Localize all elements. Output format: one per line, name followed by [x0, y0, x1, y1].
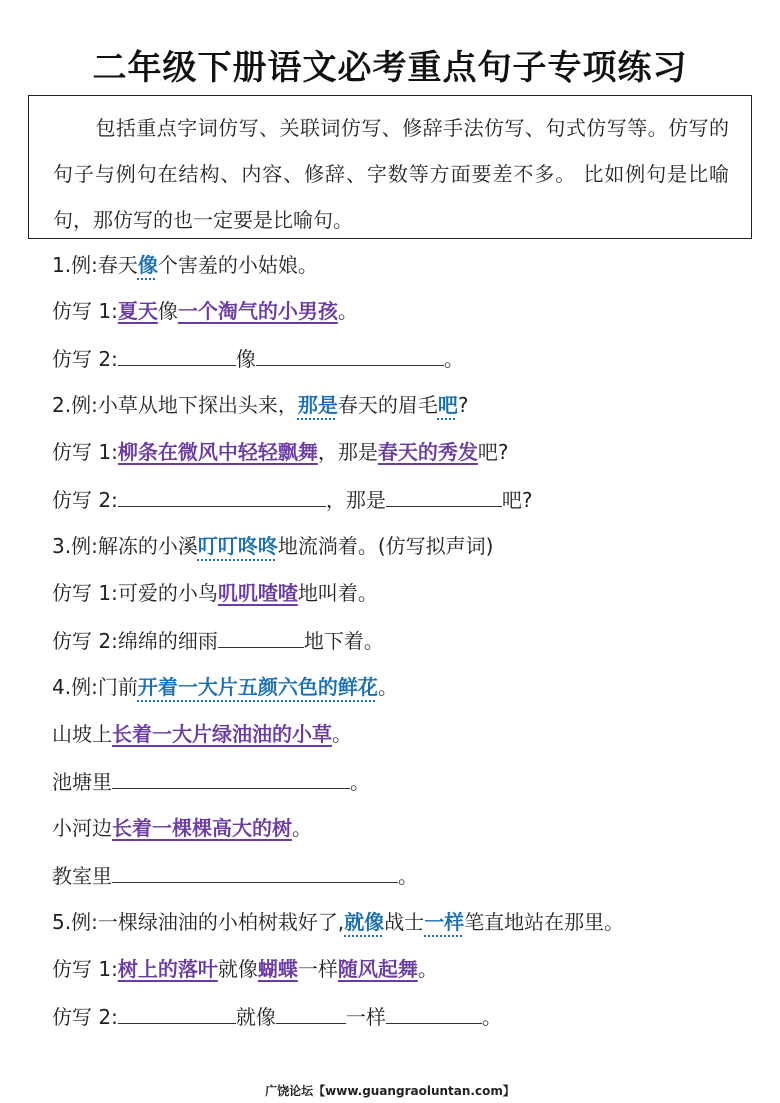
text: ，那是	[317, 440, 378, 464]
answer-blank[interactable]	[118, 1001, 236, 1024]
label: 仿写 2:	[52, 629, 118, 653]
answer-blank[interactable]	[218, 625, 304, 648]
text: 就像	[235, 1005, 276, 1029]
text: 小河边	[52, 816, 112, 840]
text: 就像	[217, 957, 258, 981]
text: 像	[157, 299, 178, 323]
answer: 夏天	[117, 299, 158, 323]
answer-blank[interactable]	[118, 343, 236, 366]
text: 3.例:解冻的小溪	[52, 534, 198, 558]
answer: 蝴蝶	[257, 957, 298, 981]
text: 4.例:门前	[52, 675, 138, 699]
label: 仿写 1:	[52, 440, 118, 464]
page-title: 二年级下册语文必考重点句子专项练习	[92, 48, 688, 88]
answer: 柳条在微风中轻轻飘舞	[117, 440, 318, 464]
footer-source: 广饶论坛【www.guangraoluntan.com】	[265, 1084, 515, 1098]
q1-example	[52, 250, 318, 280]
text: 笔直地站在那里。	[464, 910, 625, 934]
text: 一样	[345, 1005, 386, 1029]
answer: 随风起舞	[337, 957, 418, 981]
text: 池塘里	[52, 770, 112, 794]
text: 一样	[297, 957, 338, 981]
q4-line-4	[52, 860, 418, 891]
answer: 春天的秀发	[377, 440, 478, 464]
answer-blank[interactable]	[386, 484, 502, 507]
q2-imitation-1	[52, 437, 508, 467]
text: 1.例:春天	[52, 253, 138, 277]
text: 个害羞的小姑娘。	[157, 253, 318, 277]
text: ?	[457, 393, 469, 417]
q2-example	[52, 390, 468, 420]
text: 吧?	[477, 440, 509, 464]
label: 仿写 2:	[52, 347, 118, 371]
text: 。	[350, 770, 370, 794]
label: 仿写 1:	[52, 957, 118, 981]
text: 。	[398, 864, 418, 888]
q2-imitation-2	[52, 484, 532, 515]
text: 山坡上	[52, 722, 112, 746]
label: 仿写 2:	[52, 488, 118, 512]
intro-text: 包括重点字词仿写、关联词仿写、修辞手法仿写、句式仿写等。仿写的句子与例句在结构、内容、修辞、字数等方面要差不多。 比如例句是比喻句，那仿写的也一定要是比喻句。	[53, 116, 729, 232]
text: 春天的眉毛	[337, 393, 438, 417]
text: 地流淌着。(仿写拟声词)	[277, 534, 494, 558]
key-word: 开着一大片五颜六色的鲜花	[137, 675, 378, 699]
q4-example	[52, 672, 398, 702]
q5-imitation-2	[52, 1001, 502, 1032]
key-word: 像	[137, 253, 158, 277]
text: 像	[235, 347, 256, 371]
text: 。	[337, 299, 358, 323]
text: 地下着。	[303, 629, 384, 653]
text: 。	[377, 675, 398, 699]
text: 教室里	[52, 864, 112, 888]
text: 地叫着。	[297, 581, 378, 605]
text: 吧?	[501, 488, 533, 512]
q5-example	[52, 907, 624, 937]
text: 。	[443, 347, 464, 371]
key-word: 那是	[297, 393, 338, 417]
text: 绵绵的细雨	[117, 629, 218, 653]
answer-blank[interactable]	[276, 1001, 346, 1024]
label: 仿写 1:	[52, 299, 118, 323]
q1-imitation-1	[52, 296, 358, 326]
key-word: 叮叮咚咚	[197, 534, 278, 558]
text: 可爱的小鸟	[117, 581, 218, 605]
q4-line-2	[52, 766, 370, 797]
q3-imitation-2	[52, 625, 384, 656]
text: 。	[417, 957, 438, 981]
answer-blank[interactable]	[386, 1001, 482, 1024]
label: 仿写 2:	[52, 1005, 118, 1029]
q3-example	[52, 531, 493, 561]
text: 。	[332, 722, 352, 746]
answer: 一个淘气的小男孩	[177, 299, 338, 323]
key-word: 吧	[437, 393, 458, 417]
answer: 长着一大片绿油油的小草	[112, 722, 332, 746]
q4-line-1	[52, 719, 352, 749]
answer-blank[interactable]	[118, 484, 326, 507]
text: 2.例:小草从地下探出头来，	[52, 393, 298, 417]
q3-imitation-1	[52, 578, 378, 608]
text: 5.例:一棵绿油油的小柏树栽好了,	[52, 910, 345, 934]
key-word: 一样	[424, 910, 465, 934]
text: ，那是	[325, 488, 386, 512]
answer: 树上的落叶	[117, 957, 218, 981]
q5-imitation-1	[52, 954, 438, 984]
text: 战士	[384, 910, 425, 934]
q4-line-3	[52, 813, 312, 843]
answer-blank[interactable]	[112, 860, 398, 883]
key-word: 就像	[344, 910, 385, 934]
text: 。	[292, 816, 312, 840]
answer-blank[interactable]	[112, 766, 350, 789]
q1-imitation-2	[52, 343, 464, 374]
intro-box	[28, 95, 752, 239]
answer-blank[interactable]	[256, 343, 444, 366]
text: 。	[481, 1005, 502, 1029]
label: 仿写 1:	[52, 581, 118, 605]
answer: 长着一棵棵高大的树	[112, 816, 292, 840]
answer: 叽叽喳喳	[217, 581, 298, 605]
